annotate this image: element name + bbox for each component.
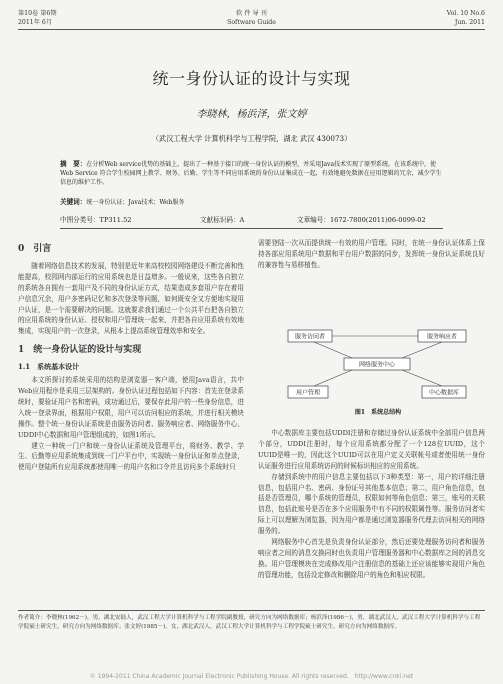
header-issue-en: Vol. 10 No.6 xyxy=(446,10,485,17)
line-center-usermgmt xyxy=(314,370,352,386)
section-heading-intro: 0 引言 xyxy=(18,244,52,254)
paragraph: 网络服务中心首先是负责身份认证部分，然后还要处理服务访问者和服务响应者之间的消息交换同时也负责用户管理服务器和中心数据库之间的消息交换。用户管理模块在完成修改用户注册信息的基础上还应该能够实现用户角色的管理功能，包括设定修改和删除用户的角色和相应权限。 xyxy=(258,538,485,579)
paragraph: 中心数据库主要包括UDDI注册和存储过身份认证系统中全部用户信息两个部分，UDDI注册时，每个应用系统都分配了一个128位UUID，这个UUID是唯一的，因此这个UUID可以在用户定义关联帐号或者使用统一身份认证服务进行应用系统访问的时候标识相应的应用系统。 xyxy=(258,429,485,470)
keywords-text: 统一身份认证；Java技术；Web服务 xyxy=(86,199,185,206)
abstract-label: 摘 要： xyxy=(60,160,87,168)
header-rule xyxy=(18,29,485,30)
keywords xyxy=(60,198,443,207)
box-visitor-label: 服务访问者 xyxy=(294,333,326,341)
line-visitor-center xyxy=(314,342,352,358)
paragraph: 存储到系统中的用户信息主要包括以下3种类型：第一，用户的详细注册信息，包括用户名、密码、身份证号其他基本信息；第二，用户角色信息，包括是否管理员，哪个系统的管理员，权限如何等角色信息；第三，账号的关联信息，包括此账号是否在多个应用服务中有不同的权限属性等。服务访问者实际上可以理解为浏览器，因为用户都是通过浏览器服务代理去访问相关的网络服务的。 xyxy=(258,472,485,536)
line-responder-center xyxy=(402,342,442,358)
header-date-en: Jun. 2011 xyxy=(454,19,485,26)
paper-title: 统一身份认证的设计与实现 xyxy=(152,69,351,88)
line-center-db xyxy=(402,370,442,386)
right-column-top xyxy=(258,238,485,271)
header-journal-en: Software Guide xyxy=(227,19,276,26)
abstract xyxy=(60,160,443,187)
paragraph: 建立一种统一门户和统一身份认证系统及管理平台，将财务、教学、学生、后勤等应用系统集成到统一门户平台中，实现统一身份认证和单点登录，使用户登陆所有应用系统都使用唯一的用户名和口令并且访问多个系统时只 xyxy=(18,441,244,472)
keywords-label: 关键词： xyxy=(60,198,87,206)
article-number: 文章编号：1672-7800(2011)06-0099-02 xyxy=(297,216,426,224)
paragraph: 本文所探讨的系统采用的结构是浏览器－客户端，使用Java语言，共中Web应用程序是采用三层架构的。身份认证过程包括如下内容：首先在登录系统时，要验证用户名和密码，成功通过后，要保存此用户的一些身份信息，进入统一登录界面，根据用户权限，用户可以访问相应的系统，并进行相关模块操作。整个统一身份认证系统是由服务访问者、服务响应者、网络服务中心、UDDI中心数据和用户管理组成的，如图1所示。 xyxy=(18,376,244,439)
paper-authors: 李晓林，杨浜泽，张文婷 xyxy=(196,109,307,120)
figure-caption: 图1 系统总结构 xyxy=(354,409,402,416)
section-heading-design: 1 统一身份认证的设计与实现 xyxy=(18,345,142,356)
box-db-label: 中心数据库 xyxy=(428,389,460,397)
author-footnote: 作者简介：李晓林(1962－)，男，湖北安陆人，武汉工程大学计算机科学与工程学院副教授，研究方向为网络数据库；杨浜泽(1986－)，男，湖北武汉人，武汉工程大学计算机科学与工程学院硕士研究生，研究方向为网络数据库；张文婷(1985－)，女，湖北武汉人，武汉工程大学计算机科学与工程学院硕士研究生，研究方向为网络数据库。 xyxy=(18,615,481,630)
box-center-label: 网络服务中心 xyxy=(358,361,396,369)
box-responder-label: 服务响应者 xyxy=(426,333,458,341)
header-date-cn: 2011年 6月 xyxy=(18,19,53,26)
box-usermgmt-label: 用户管理 xyxy=(295,389,321,397)
document-code: 文献标识码：A xyxy=(200,216,245,224)
header-issue-cn: 第10卷 第6期 xyxy=(18,10,57,17)
left-column xyxy=(18,244,244,473)
abstract-text: 在分析Web service优势的基础上，提出了一种基于接口的统一身份认证的模型，并采用Java技术实现了原型系统。在该系统中，使Web Service 符合学生校园网上教学、财务、后勤、学生等不同应用系统的身份认证集成在一起，有效地避免数据在应用逻辑的冗余，减少学生信息的维护工作。 xyxy=(60,161,442,186)
footnote-rule xyxy=(18,610,485,611)
clc-number: 中图分类号：TP311.52 xyxy=(60,216,132,224)
paper-affiliation: （武汉工程大学 计算机科学与工程学院，湖北 武汉 430073） xyxy=(151,134,352,143)
subsection-heading: 1.1 系统基本设计 xyxy=(18,362,80,372)
header-journal-cn: 软 件 导 刊 xyxy=(236,10,267,17)
paragraph: 随着网络信息技术的发展，特别是近年来高校校园网络建设不断完善和性能提高，校园网内部运行的应用系统也是日益增多。一般说来，这些各自独立的系统各自拥有一套用户及不同的身份认证方式，结果造成多套用户存在着用户信息冗余，用户多密码记忆和多次登录等问题，如何既安全又方便地实现用户认证，是一个需要解决的问题。这就要求我们通过一个公共平台把各自独立的应用系统的身份认证、授权和用户管理统一起来，并把各自应用系统有效地集成，实现用户的一次登录，从根本上提高系统管理效率和安全。 xyxy=(18,261,244,336)
meta-rule xyxy=(60,228,443,229)
right-column-bottom xyxy=(258,428,485,581)
copyright-line: © 1994-2011 China Academic Journal Electronic Publishing House. All rights reserved. http://www.cnki.net xyxy=(89,673,414,680)
paragraph: 需要登陆一次从而提供统一有效的用户管理。同时，在统一身份认证体系上保持各部应用系统用户数据和平台用户数据的同步，发挥统一身份认证系统良好的兼容性与易移植性。 xyxy=(258,239,485,269)
